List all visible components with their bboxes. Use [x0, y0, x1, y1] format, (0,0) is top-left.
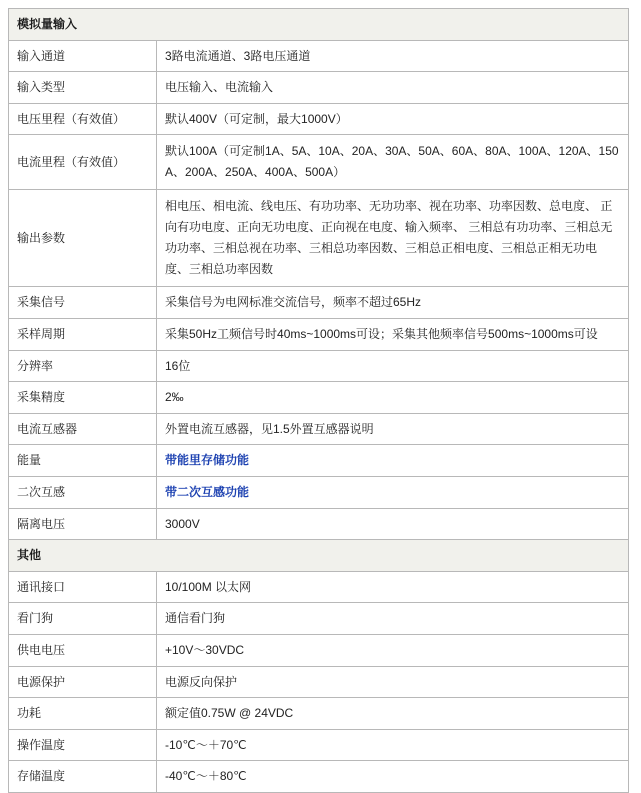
row-value: 10/100M 以太网: [157, 571, 629, 603]
table-row: [9, 318, 629, 350]
table-row: [9, 476, 629, 508]
table-row: [9, 634, 629, 666]
row-label: 存储温度: [9, 761, 157, 793]
row-label: 能量: [9, 445, 157, 477]
row-label: 电压里程（有效值）: [9, 103, 157, 135]
row-value: 采集信号为电网标准交流信号，频率不超过65Hz: [157, 287, 629, 319]
row-label: 采集精度: [9, 382, 157, 414]
table-row: [9, 382, 629, 414]
row-value: 通信看门狗: [157, 603, 629, 635]
table-row: [9, 40, 629, 72]
row-label: 隔离电压: [9, 508, 157, 540]
row-value: 默认100A（可定制1A、5A、10A、20A、30A、50A、60A、80A、100A、120A、150A、200A、250A、400A、500A）: [157, 135, 629, 190]
section-title: 模拟量输入: [9, 9, 629, 41]
row-value: 2‰: [157, 382, 629, 414]
row-label: 输入通道: [9, 40, 157, 72]
table-row: [9, 603, 629, 635]
table-row: [9, 350, 629, 382]
table-row: [9, 413, 629, 445]
row-value: 3000V: [157, 508, 629, 540]
section-header-row: [9, 540, 629, 572]
row-label: 输出参数: [9, 190, 157, 287]
table-row: [9, 103, 629, 135]
row-label: 电源保护: [9, 666, 157, 698]
row-value: 采集50Hz工频信号时40ms~1000ms可设；采集其他频率信号500ms~1000ms可设: [157, 318, 629, 350]
row-label: 电流里程（有效值）: [9, 135, 157, 190]
table-row: [9, 698, 629, 730]
row-value: +10V～30VDC: [157, 634, 629, 666]
row-value: 电源反向保护: [157, 666, 629, 698]
row-label: 采集信号: [9, 287, 157, 319]
spec-table-body: [9, 9, 629, 793]
row-value: 带二次互感功能: [157, 476, 629, 508]
row-value: -40℃～＋80℃: [157, 761, 629, 793]
row-value: 默认400V（可定制，最大1000V）: [157, 103, 629, 135]
table-row: [9, 72, 629, 104]
row-value: 3路电流通道、3路电压通道: [157, 40, 629, 72]
row-value: 额定值0.75W @ 24VDC: [157, 698, 629, 730]
row-value: 16位: [157, 350, 629, 382]
row-label: 输入类型: [9, 72, 157, 104]
row-label: 操作温度: [9, 729, 157, 761]
row-label: 功耗: [9, 698, 157, 730]
table-row: [9, 287, 629, 319]
row-value: -10℃～＋70℃: [157, 729, 629, 761]
row-label: 供电电压: [9, 634, 157, 666]
table-row: [9, 190, 629, 287]
table-row: [9, 761, 629, 793]
table-row: [9, 729, 629, 761]
row-label: 看门狗: [9, 603, 157, 635]
row-label: 二次互感: [9, 476, 157, 508]
row-label: 通讯接口: [9, 571, 157, 603]
section-header-row: [9, 9, 629, 41]
table-row: [9, 445, 629, 477]
table-row: [9, 666, 629, 698]
specification-table: [8, 8, 629, 793]
row-label: 电流互感器: [9, 413, 157, 445]
section-title: 其他: [9, 540, 629, 572]
row-value: 外置电流互感器，见1.5外置互感器说明: [157, 413, 629, 445]
row-label: 分辨率: [9, 350, 157, 382]
table-row: [9, 508, 629, 540]
row-value: 带能里存储功能: [157, 445, 629, 477]
table-row: [9, 571, 629, 603]
row-value: 电压输入、电流输入: [157, 72, 629, 104]
row-value: 相电压、相电流、线电压、有功功率、无功功率、视在功率、功率因数、总电度、 正向有功电度、正向无功电度、正向视在电度、输入频率、 三相总有功功率、三相总无功功率、三相总视在功率、三相总功率因数、三相总正相电度、三相总正相无功电度、三相总功率因数: [157, 190, 629, 287]
table-row: [9, 135, 629, 190]
row-label: 采样周期: [9, 318, 157, 350]
